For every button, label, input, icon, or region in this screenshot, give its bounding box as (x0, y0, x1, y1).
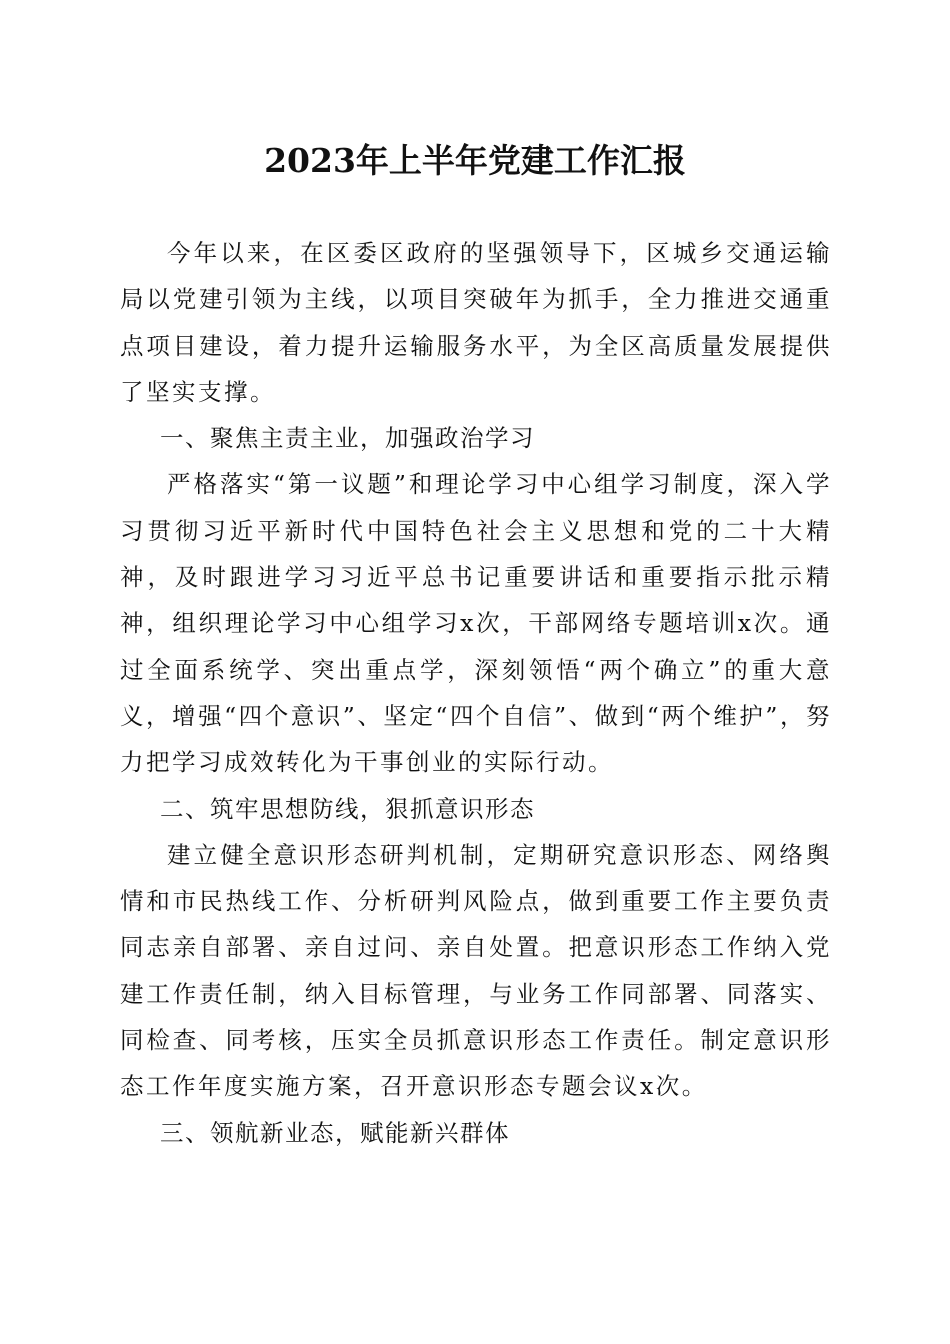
document-title: 2023年上半年党建工作汇报 (264, 141, 686, 180)
intro-paragraph: 今年以来，在区委区政府的坚强领导下，区城乡交通运输局以党建引领为主线，以项目突破年为抓手，全力推进交通重点项目建设，着力提升运输服务水平，为全区高质量发展提供了坚实支撑。 (120, 239, 832, 406)
section-1-heading: 一、聚焦主责主业，加强政治学习 (160, 424, 535, 453)
section-2-heading: 二、筑牢思想防线，狠抓意识形态 (160, 794, 535, 823)
section-2-paragraph: 建立健全意识形态研判机制，定期研究意识形态、网络舆情和市民热线工作、分析研判风险点，做到重要工作主要负责同志亲自部署、亲自过问、亲自处置。把意识形态工作纳入党建工作责任制，纳入目标管理，与业务工作同部署、同落实、同检查、同考核，压实全员抓意识形态工作责任。制定意识形态工作年度实施方案，召开意识形态专题会议x次。 (120, 840, 832, 1101)
section-3-heading: 三、领航新业态，赋能新兴群体 (160, 1118, 510, 1147)
section-1-paragraph: 严格落实“第一议题”和理论学习中心组学习制度，深入学习贯彻习近平新时代中国特色社会主义思想和党的二十大精神，及时跟进学习习近平总书记重要讲话和重要指示批示精神，组织理论学习中心组学习x次，干部网络专题培训x次。通过全面系统学、突出重点学，深刻领悟“两个确立”的重大意义，增强“四个意识”、坚定“四个自信”、做到“两个维护”，努力把学习成效转化为干事创业的实际行动。 (120, 470, 832, 777)
document-body (120, 230, 832, 1156)
